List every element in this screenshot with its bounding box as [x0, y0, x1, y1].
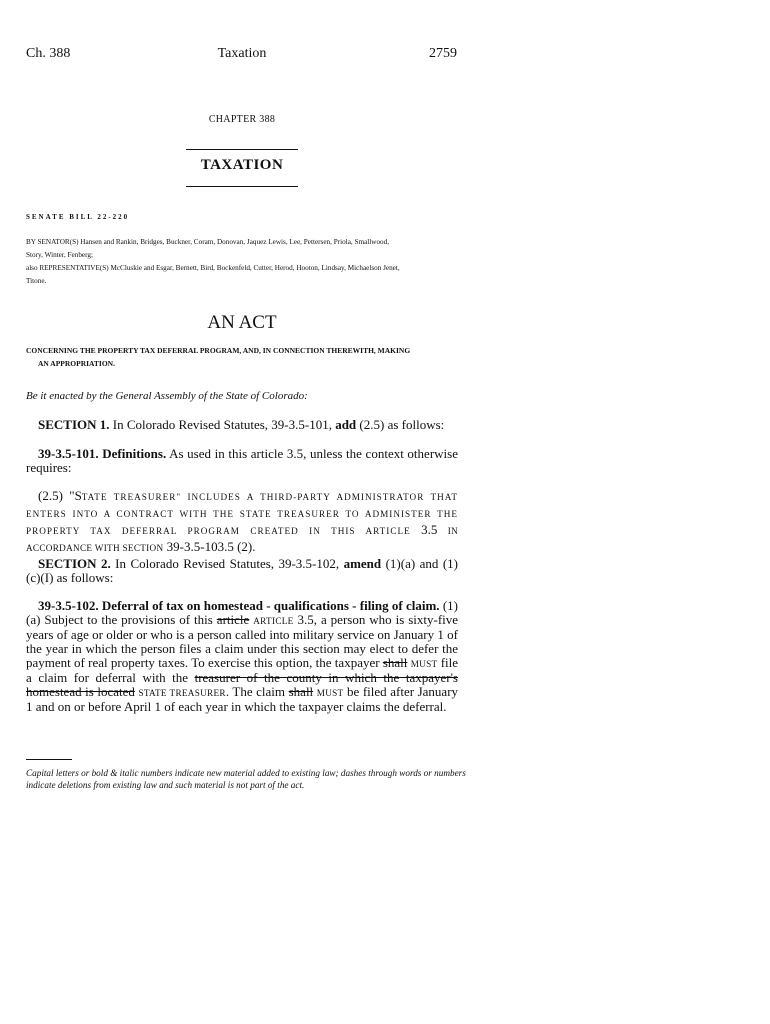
- title-rule-bottom: [186, 186, 298, 187]
- running-head-subject: Taxation: [217, 46, 267, 61]
- inserted-text: MUST: [410, 659, 438, 669]
- statute-text: be filed after January 1 and on or before April 1 of each year in which the taxpayer claims the deferral.: [26, 684, 459, 714]
- enacting-clause: Be it enacted by the General Assembly of the State of Colorado:: [26, 390, 308, 402]
- sponsors-line: BY SENATOR(S) Hansen and Rankin, Bridges, Buckner, Coram, Donovan, Jaquez Lewis, Lee, Pettersen, Priola, Smallwood,: [26, 238, 390, 246]
- deleted-text: shall: [288, 684, 314, 699]
- statute-heading: 39-3.5-102. Deferral of tax on homestead - qualifications - filing of claim.: [38, 598, 440, 613]
- sponsors-line: also REPRESENTATIVE(S) McCluskie and Esgar, Bernett, Bird, Bockenfeld, Cutter, Herod, Hooton, Lindsay, Michaelson Jenet,: [26, 264, 400, 272]
- sponsors-line: Story, Winter, Fenberg;: [26, 251, 93, 259]
- title-rule-top: [186, 149, 298, 150]
- section-text: (2.5) as follows:: [359, 417, 445, 432]
- statute-heading: 39-3.5-101. Definitions.: [38, 446, 167, 461]
- section-1-paragraph: [26, 418, 458, 432]
- quote-mark: ": [69, 488, 75, 503]
- inserted-text: TATE TREASURER: [81, 492, 177, 502]
- inserted-text: IN ACCORDANCE WITH SECTION: [26, 526, 459, 553]
- statute-text: 3.5, a person who is sixty-five years of age or older or who is a person called into military service on January 1 of the year in which the person files a claim under this section may elect to defer the payment of real property taxes. To exercise this option, the taxpayer: [26, 612, 459, 670]
- running-head-chapter: Ch. 388: [26, 46, 71, 61]
- section-label: SECTION 2.: [38, 556, 111, 571]
- inserted-text: " INCLUDES A THIRD-PARTY ADMINISTRATOR THAT ENTERS INTO A CONTRACT WITH THE STATE TREASURER TO ADMINISTER THE PROPERTY TAX DEFERRAL PROGRAM CREATED IN THIS ARTICLE: [26, 492, 458, 536]
- deleted-text: treasurer of the county in which the taxpayer's homestead is located: [26, 670, 458, 699]
- concerning-clause: [26, 344, 466, 370]
- deleted-text: article: [216, 612, 250, 627]
- subsection-2-5: [26, 488, 458, 556]
- section-action: add: [335, 417, 357, 432]
- footnote-rule: [26, 759, 72, 760]
- section-text: In Colorado Revised Statutes, 39-3.5-101,: [112, 417, 332, 432]
- concerning-line: AN APPROPRIATION.: [38, 359, 115, 368]
- concerning-line: CONCERNING THE PROPERTY TAX DEFERRAL PROGRAM, AND, IN CONNECTION THEREWITH, MAKING: [26, 346, 411, 355]
- statute-text: . The claim: [225, 684, 286, 699]
- inserted-number: 39-3.5-103.5 (2).: [166, 539, 256, 554]
- inserted-text: MUST: [316, 688, 344, 698]
- statute-text: (1) (a) Subject to the provisions of this: [26, 598, 458, 627]
- sponsors-line: Titone.: [26, 277, 47, 285]
- chapter-heading: CHAPTER 388: [208, 114, 276, 125]
- section-action: amend: [343, 556, 382, 571]
- sponsors-block: [26, 236, 466, 288]
- deferral-paragraph: [26, 599, 458, 714]
- document-title: TAXATION: [200, 157, 284, 173]
- inserted-number: 3.5: [421, 522, 438, 537]
- section-text: In Colorado Revised Statutes, 39-3.5-102,: [115, 556, 340, 571]
- deleted-text: shall: [382, 655, 408, 670]
- section-2-paragraph: [26, 557, 458, 585]
- definitions-paragraph: [26, 447, 458, 475]
- statute-text: file a claim for deferral with the: [26, 655, 459, 685]
- bill-number: SENATE BILL 22-220: [26, 213, 130, 221]
- inserted-text: STATE TREASURER: [138, 688, 226, 698]
- act-heading: AN ACT: [207, 312, 277, 333]
- section-label: SECTION 1.: [38, 417, 110, 432]
- statute-text: As used in this article 3.5, unless the context otherwise requires:: [26, 446, 458, 475]
- section-text: (1)(a) and (1)(c)(I) as follows:: [26, 556, 459, 585]
- page-number: 2759: [429, 46, 457, 61]
- inserted-text: ARTICLE: [253, 616, 294, 626]
- subsection-number: (2.5): [38, 488, 63, 503]
- inserted-text: S: [74, 488, 82, 503]
- footnote: Capital letters or bold & italic numbers indicate new material added to existing law; dashes through words or numbers indicate deletions from existing law and such material is not part of the act.: [26, 768, 466, 790]
